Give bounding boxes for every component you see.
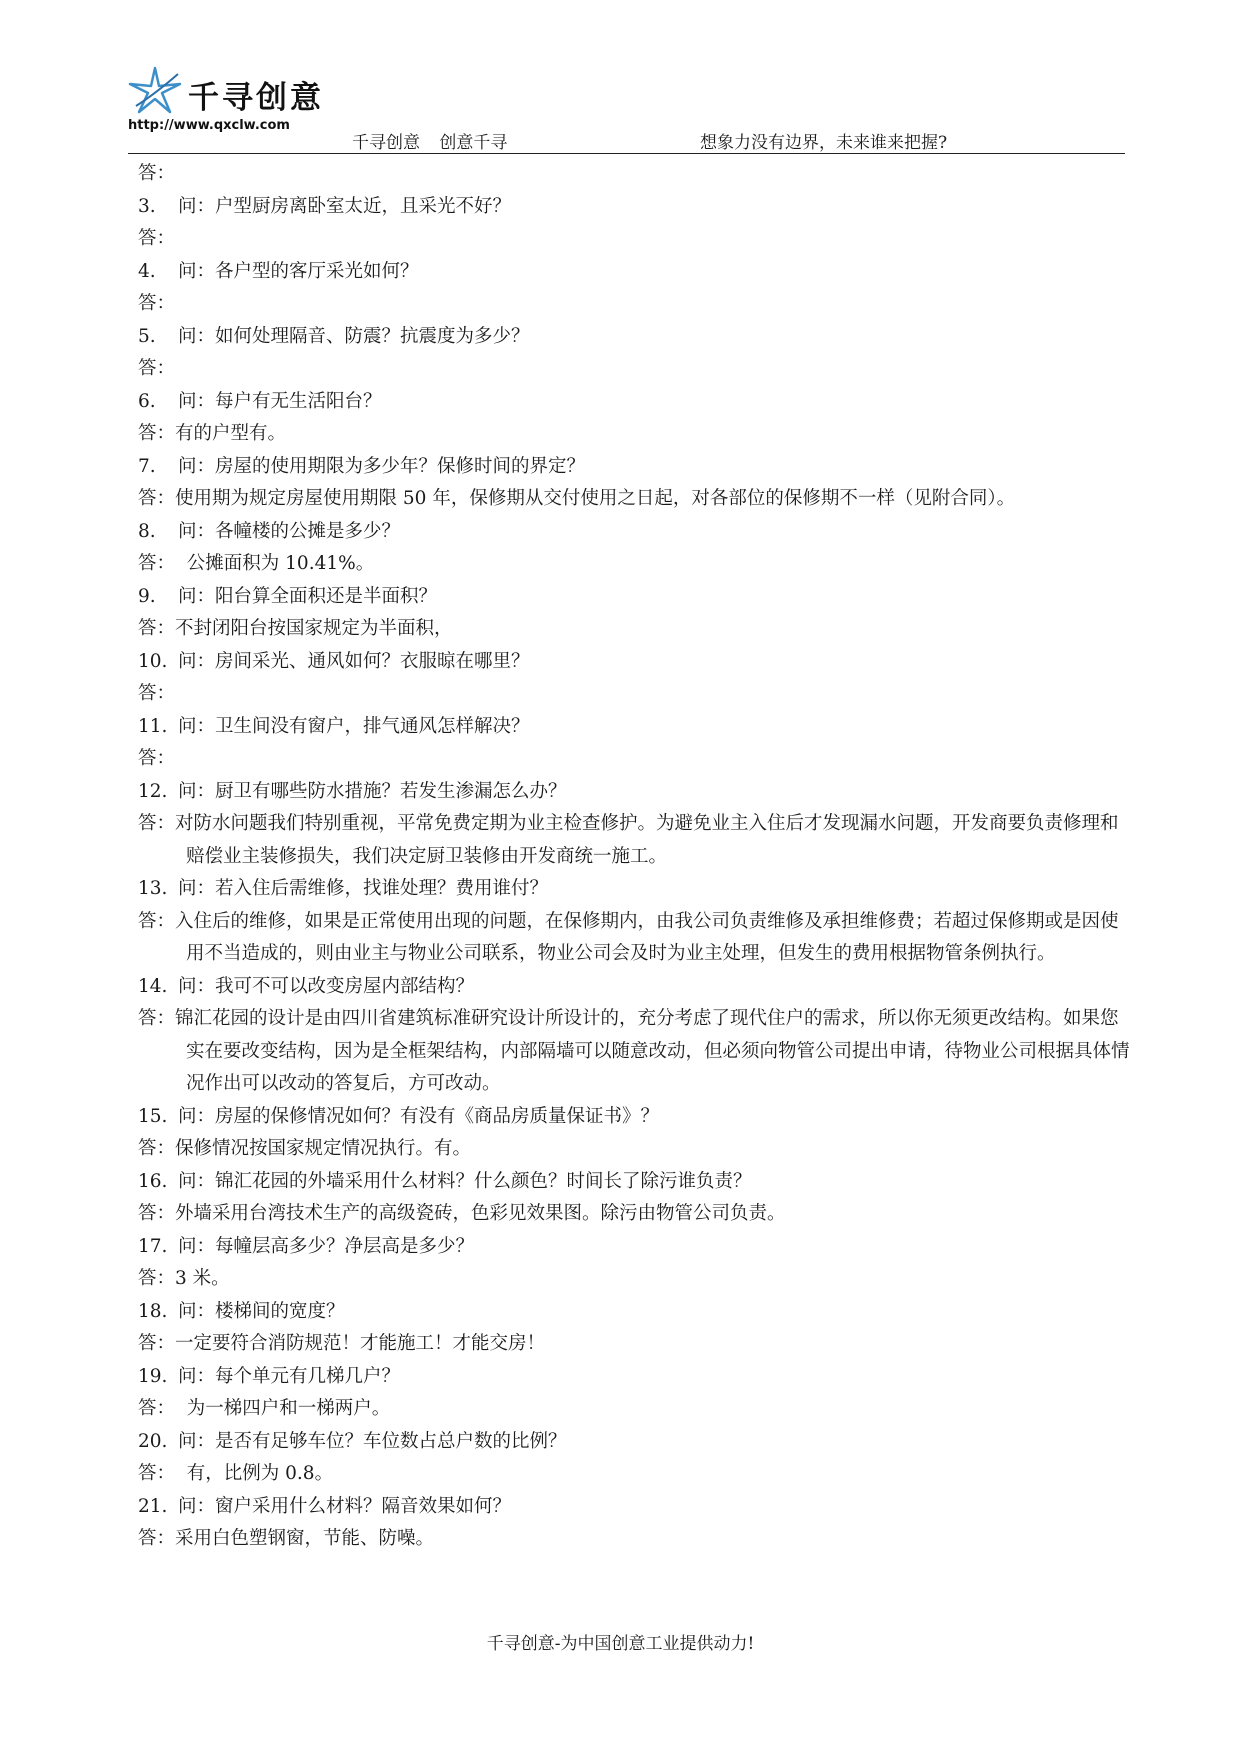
question-number: 7.	[138, 455, 156, 477]
question-number: 8.	[138, 520, 156, 542]
question-number: 13.	[138, 878, 168, 899]
question-label: 问：	[178, 390, 216, 412]
answer-item	[138, 158, 1130, 191]
answer-item	[138, 1393, 1130, 1426]
question-number: 10.	[138, 650, 168, 672]
answer-text: 入住后的维修，如果是正常使用出现的问题，在保修期内，由我公司负责维修及承担维修费；若超过保修期或是因使用不当造成的，则由业主与物业公司联系，物业公司会及时为业主处理，但发生的费用根据物管条例执行。	[175, 910, 1119, 964]
question-label: 问：	[178, 650, 216, 672]
answer-label: 答：	[138, 748, 176, 769]
question-number: 17.	[138, 1235, 168, 1257]
question-label: 问：	[178, 1105, 216, 1127]
answer-text: 为一梯四户和一梯两户。	[175, 1398, 391, 1419]
question-label: 问：	[178, 780, 216, 802]
question-label: 问：	[178, 325, 216, 347]
answer-item	[138, 548, 1130, 581]
answer-item	[138, 1263, 1130, 1296]
question-text: 每个单元有几梯几户？	[215, 1365, 401, 1387]
question-text: 房屋的保修情况如何？有没有《商品房质量保证书》？	[215, 1105, 660, 1127]
question-number: 19.	[138, 1365, 168, 1387]
question-item	[138, 1426, 1130, 1459]
qa-list	[138, 158, 1130, 1556]
question-text: 阳台算全面积还是半面积？	[215, 585, 438, 607]
question-item	[138, 451, 1130, 484]
question-text: 各户型的客厅采光如何？	[215, 260, 419, 282]
answer-item	[138, 1458, 1130, 1491]
question-label: 问：	[178, 585, 216, 607]
answer-item	[138, 1198, 1130, 1231]
answer-label: 答：	[138, 1333, 176, 1354]
answer-label: 答：	[138, 1398, 176, 1419]
question-item	[138, 1166, 1130, 1199]
answer-item	[138, 1133, 1130, 1166]
question-text: 每幢层高多少？净层高是多少？	[215, 1235, 475, 1257]
question-text: 是否有足够车位？车位数占总户数的比例？	[215, 1430, 567, 1452]
question-item	[138, 776, 1130, 809]
answer-item	[138, 743, 1130, 776]
answer-label: 答：	[138, 813, 176, 834]
answer-item	[138, 483, 1130, 516]
question-text: 每户有无生活阳台？	[215, 390, 382, 412]
answer-text: 锦汇花园的设计是由四川省建筑标准研究设计所设计的，充分考虑了现代住户的需求，所以你无须更改结构。如果您实在要改变结构，因为是全框架结构，内部隔墙可以随意改动，但必须向物管公司提出申请，待物业公司根据具体情况作出可以改动的答复后，方可改动。	[175, 1008, 1130, 1094]
question-label: 问：	[178, 1365, 216, 1387]
logo-url: http://www.qxclw.com	[128, 118, 290, 133]
answer-text: 使用期为规定房屋使用期限 50 年，保修期从交付使用之日起，对各部位的保修期不一样（见附合同）。	[175, 488, 1016, 509]
question-item	[138, 1231, 1130, 1264]
header-slogan-left: 千寻创意 创意千寻	[352, 133, 508, 153]
answer-label: 答：	[138, 1268, 176, 1289]
answer-label: 答：	[138, 293, 176, 314]
answer-item	[138, 906, 1130, 971]
question-number: 18.	[138, 1300, 168, 1322]
logo-text: 千寻创意	[188, 80, 324, 116]
answer-label: 答：	[138, 1463, 176, 1484]
question-item	[138, 256, 1130, 289]
answer-text: 对防水问题我们特别重视，平常免费定期为业主检查修护。为避免业主入住后才发现漏水问题，开发商要负责修理和赔偿业主装修损失，我们决定厨卫装修由开发商统一施工。	[175, 813, 1119, 867]
answer-label: 答：	[138, 553, 176, 574]
question-label: 问：	[178, 715, 216, 737]
answer-label: 答：	[138, 1203, 176, 1224]
answer-item	[138, 1523, 1130, 1556]
question-number: 16.	[138, 1170, 168, 1192]
question-text: 窗户采用什么材料？隔音效果如何？	[215, 1495, 512, 1517]
question-item	[138, 1491, 1130, 1524]
question-label: 问：	[178, 195, 216, 217]
question-item	[138, 1296, 1130, 1329]
question-text: 厨卫有哪些防水措施？若发生渗漏怎么办？	[215, 780, 567, 802]
question-number: 6.	[138, 390, 156, 412]
answer-item	[138, 808, 1130, 873]
answer-item	[138, 1328, 1130, 1361]
question-item	[138, 1361, 1130, 1394]
question-text: 若入住后需维修，找谁处理？费用谁付？	[215, 878, 549, 899]
question-item	[138, 646, 1130, 679]
question-item	[138, 516, 1130, 549]
answer-item	[138, 613, 1130, 646]
question-label: 问：	[178, 1235, 216, 1257]
question-label: 问：	[178, 1170, 216, 1192]
answer-text: 外墙采用台湾技术生产的高级瓷砖，色彩见效果图。除污由物管公司负责。	[175, 1203, 786, 1224]
question-text: 锦汇花园的外墙采用什么材料？什么颜色？时间长了除污谁负责？	[215, 1170, 752, 1192]
question-label: 问：	[178, 975, 216, 997]
question-item	[138, 321, 1130, 354]
question-number: 14.	[138, 975, 168, 997]
question-label: 问：	[178, 455, 216, 477]
page-footer: 千寻创意-为中国创意工业提供动力!	[486, 1634, 755, 1654]
answer-text: 公摊面积为 10.41%。	[175, 553, 375, 574]
answer-label: 答：	[138, 358, 176, 379]
question-text: 如何处理隔音、防震？抗震度为多少？	[215, 325, 530, 347]
answer-label: 答：	[138, 228, 176, 249]
answer-label: 答：	[138, 163, 176, 184]
answer-item	[138, 288, 1130, 321]
page-header	[0, 0, 1241, 160]
answer-label: 答：	[138, 1138, 176, 1159]
answer-item	[138, 678, 1130, 711]
question-label: 问：	[178, 520, 216, 542]
question-item	[138, 191, 1130, 224]
question-text: 楼梯间的宽度？	[215, 1300, 345, 1322]
question-text: 户型厨房离卧室太近，且采光不好？	[215, 195, 512, 217]
question-number: 12.	[138, 780, 168, 802]
header-divider	[128, 153, 1125, 154]
answer-item	[138, 223, 1130, 256]
answer-text: 有，比例为 0.8。	[175, 1463, 334, 1484]
header-slogan-right: 想象力没有边界，未来谁来把握?	[700, 133, 948, 153]
question-number: 20.	[138, 1430, 168, 1452]
question-item	[138, 873, 1130, 906]
answer-label: 答：	[138, 1528, 176, 1549]
answer-item	[138, 418, 1130, 451]
question-text: 房屋的使用期限为多少年？保修时间的界定？	[215, 455, 586, 477]
answer-item	[138, 353, 1130, 386]
question-item	[138, 581, 1130, 614]
question-item	[138, 1101, 1130, 1134]
answer-label: 答：	[138, 910, 176, 932]
answer-item	[138, 1003, 1130, 1101]
question-number: 9.	[138, 585, 156, 607]
answer-text: 一定要符合消防规范！才能施工！才能交房！	[175, 1333, 546, 1354]
question-text: 卫生间没有窗户，排气通风怎样解决？	[215, 715, 530, 737]
logo-star-icon	[126, 64, 184, 116]
question-text: 各幢楼的公摊是多少？	[215, 520, 401, 542]
question-text: 房间采光、通风如何？衣服晾在哪里？	[215, 650, 530, 672]
answer-text: 3 米。	[175, 1268, 230, 1289]
question-label: 问：	[178, 1495, 216, 1517]
question-number: 21.	[138, 1495, 168, 1517]
question-item	[138, 711, 1130, 744]
question-number: 4.	[138, 260, 156, 282]
question-label: 问：	[178, 1300, 216, 1322]
answer-text: 保修情况按国家规定情况执行。有。	[175, 1138, 472, 1159]
question-number: 15.	[138, 1105, 168, 1127]
answer-label: 答：	[138, 488, 176, 509]
question-label: 问：	[178, 260, 216, 282]
answer-label: 答：	[138, 1008, 176, 1029]
answer-label: 答：	[138, 618, 176, 639]
answer-text: 采用白色塑钢窗，节能、防噪。	[175, 1528, 435, 1549]
question-number: 3.	[138, 195, 156, 217]
answer-text: 不封闭阳台按国家规定为半面积，	[175, 618, 453, 639]
question-item	[138, 971, 1130, 1004]
question-item	[138, 386, 1130, 419]
answer-label: 答：	[138, 683, 176, 704]
question-text: 我可不可以改变房屋内部结构？	[215, 975, 475, 997]
answer-text: 有的户型有。	[175, 423, 287, 444]
question-label: 问：	[178, 1430, 216, 1452]
question-number: 11.	[138, 715, 168, 737]
answer-label: 答：	[138, 423, 176, 444]
question-label: 问：	[178, 878, 216, 899]
question-number: 5.	[138, 325, 156, 347]
